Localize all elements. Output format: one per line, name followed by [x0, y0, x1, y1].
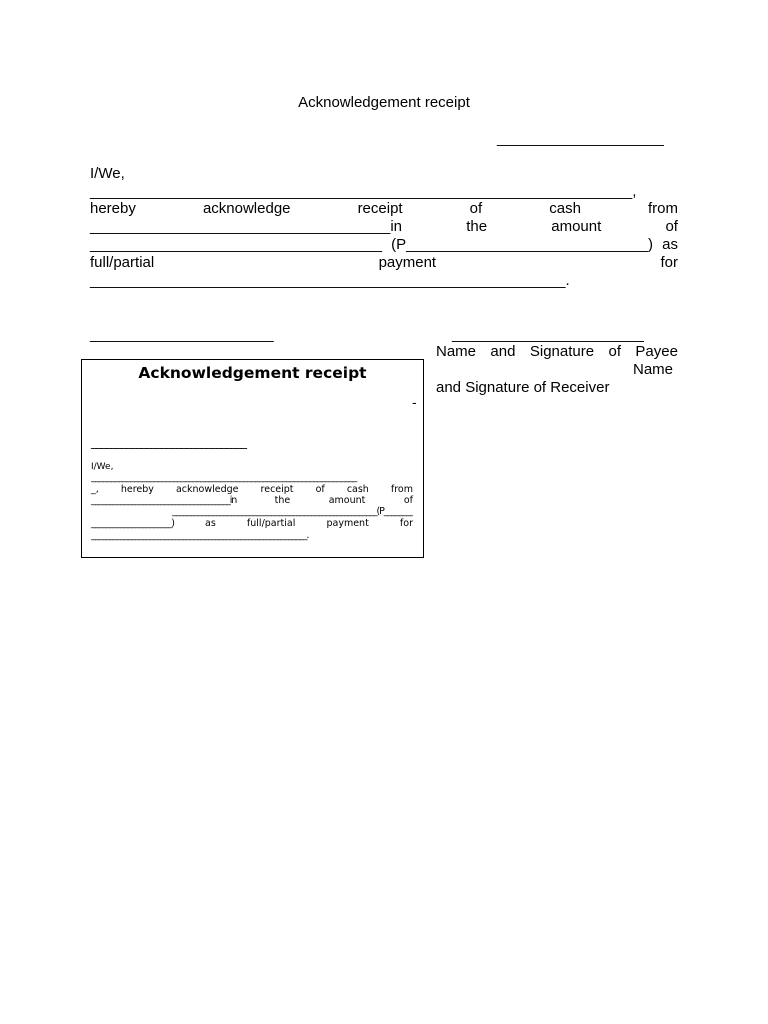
word: as — [662, 236, 678, 253]
word: from — [390, 484, 413, 495]
word: hereby — [90, 200, 136, 217]
amount-words-blank: ___________________________________ — [90, 236, 382, 253]
preview-line-5 — [91, 518, 413, 530]
body-line-2 — [90, 200, 678, 218]
word: as — [205, 518, 216, 529]
word: Signature — [529, 343, 595, 360]
word: cash — [549, 200, 581, 217]
word: and — [490, 343, 516, 360]
source-blank: ____________________________________in — [90, 218, 402, 235]
word: acknowledge — [175, 484, 239, 495]
word: payment — [326, 518, 369, 529]
receiver-signature-label: and Signature of Receiver — [436, 379, 610, 396]
word: acknowledge — [202, 200, 291, 217]
preview-line-4: ________________________________________________________(P________ — [172, 506, 413, 517]
embedded-receipt-preview — [81, 359, 424, 558]
preview-title: Acknowledgement receipt — [138, 364, 367, 382]
word: full/partial — [90, 254, 155, 271]
amount-figure-blank: (P_____________________________) — [391, 236, 654, 253]
body-line-5 — [90, 254, 678, 272]
payee-signature-label — [436, 343, 678, 361]
body-line-3 — [90, 218, 678, 236]
word: for — [660, 254, 678, 271]
preview-dash: - — [412, 396, 417, 411]
word: of — [315, 484, 325, 495]
payee-signature-blank: ______________________ — [90, 326, 274, 343]
word: from — [647, 200, 678, 217]
page-title: Acknowledgement receipt — [298, 94, 470, 111]
word: _, — [91, 484, 99, 495]
word: receipt — [260, 484, 294, 495]
receiver-signature-blank: _______________________ — [452, 326, 644, 343]
word: ______________________) — [91, 518, 174, 529]
word: of — [608, 343, 621, 360]
word: of — [665, 218, 678, 235]
word: receipt — [357, 200, 403, 217]
word: full/partial — [246, 518, 296, 529]
word: ______________________________________in — [91, 495, 237, 506]
word: for — [399, 518, 413, 529]
preview-payer-blank: ____________________________________________________________________ — [91, 472, 357, 483]
word: of — [469, 200, 483, 217]
word: the — [274, 495, 291, 506]
payer-name-blank: _________________________________________________________________, — [90, 183, 637, 200]
word: cash — [346, 484, 369, 495]
preview-greeting: I/We, — [91, 462, 114, 472]
word: hereby — [120, 484, 154, 495]
preview-purpose-blank: ___________________________________________________________. — [91, 530, 309, 541]
preview-date-blank: _______________________________ — [91, 435, 246, 449]
word: amount — [551, 218, 602, 235]
receiver-name-label: Name — [632, 361, 673, 378]
word: the — [466, 218, 488, 235]
word: of — [403, 495, 413, 506]
word: payment — [378, 254, 437, 271]
purpose-blank: _________________________________________________________. — [90, 272, 570, 289]
date-blank: ____________________ — [497, 130, 664, 147]
word: amount — [328, 495, 366, 506]
word: Payee — [635, 343, 678, 360]
word: Name — [436, 343, 477, 360]
greeting: I/We, — [90, 165, 125, 182]
body-line-4 — [90, 236, 678, 254]
